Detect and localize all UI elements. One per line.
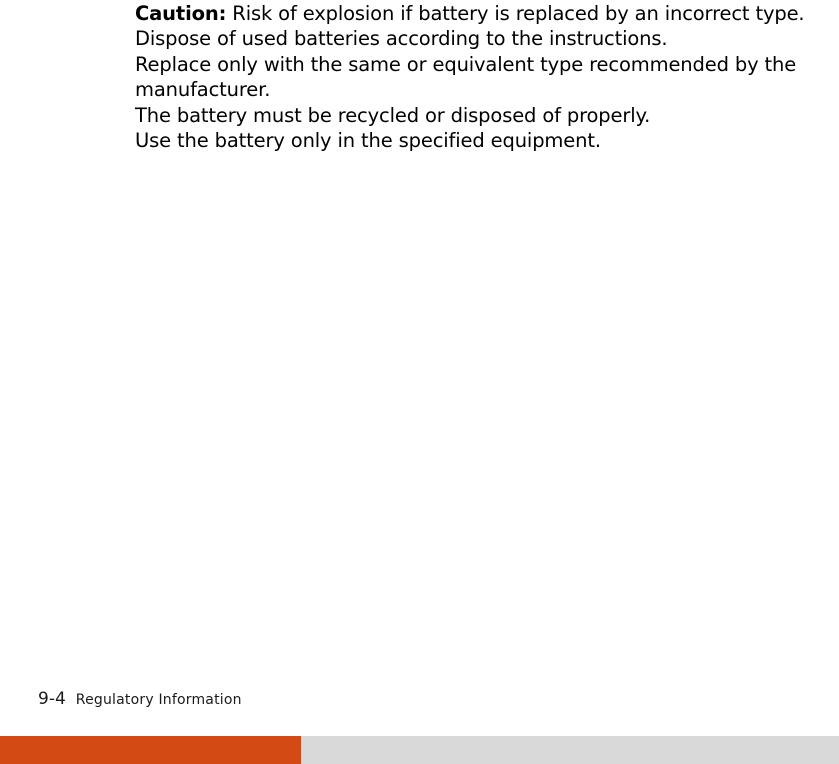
footer-bar-rest	[301, 736, 839, 764]
note-specified-equipment: Use the battery only in the specified equipment.	[135, 129, 601, 153]
section-title: Regulatory Information	[75, 692, 242, 708]
caution-label: Caution:	[135, 2, 227, 25]
caution-paragraph	[135, 1, 825, 52]
caution-text: Risk of explosion if battery is replaced by an incorrect type. Dispose of used batteries according to the instructions.	[135, 2, 805, 51]
caution-block	[135, 1, 825, 153]
footer-bar-accent	[0, 736, 301, 764]
page-footer	[38, 689, 242, 709]
footer-color-bar	[0, 736, 839, 764]
page-number: 9-4	[38, 689, 66, 709]
note-replace-type: Replace only with the same or equivalent type recommended by the manufacturer.	[135, 52, 797, 102]
note-recycle: The battery must be recycled or disposed of properly.	[135, 103, 651, 127]
